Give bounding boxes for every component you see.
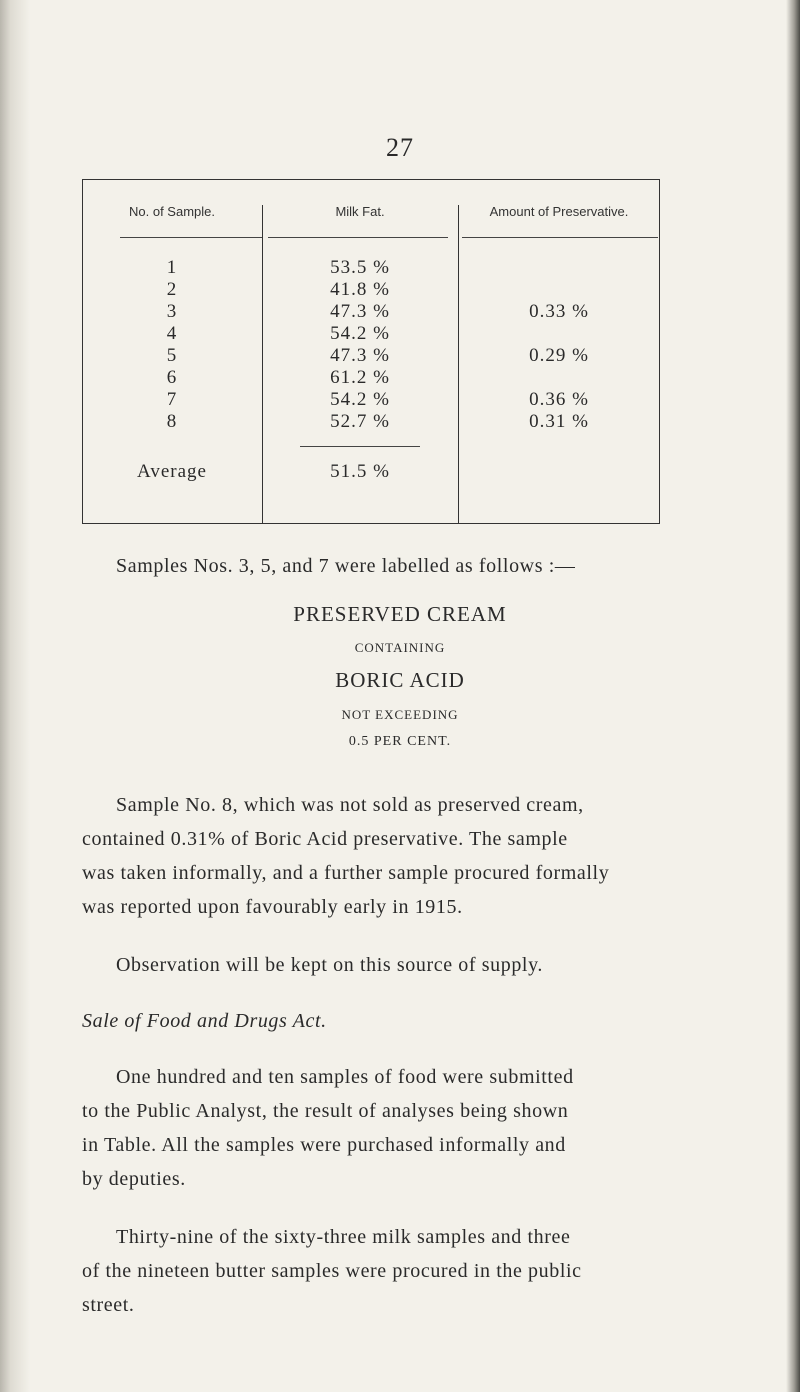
table-row-no: 3: [166, 301, 178, 322]
para-hundred-line3: in Table. All the samples were purchased informally and: [82, 1134, 566, 1156]
table-row-fat: 53.5 %: [330, 257, 390, 278]
average-label: Average: [137, 461, 207, 482]
table-row-fat: 61.2 %: [330, 367, 390, 388]
table-row-fat: 52.7 %: [330, 411, 390, 432]
table-bottom-border: [82, 523, 660, 524]
table-row-fat: 41.8 %: [330, 279, 390, 300]
page-edge-left: [0, 0, 30, 1392]
table-row-fat: 54.2 %: [330, 389, 390, 410]
table-row-fat: 47.3 %: [330, 345, 390, 366]
labelled-intro: Samples Nos. 3, 5, and 7 were labelled as follows :—: [116, 555, 576, 577]
para-hundred-line4: by deputies.: [82, 1168, 186, 1190]
header-rule-1: [120, 237, 262, 238]
table-row-no: 2: [166, 279, 178, 300]
para-observation: Observation will be kept on this source of supply.: [116, 954, 543, 976]
para-hundred-line1: One hundred and ten samples of food were submitted: [116, 1066, 574, 1088]
table-row-no: 6: [166, 367, 178, 388]
header-preservative: Amount of Preservative.: [489, 204, 629, 219]
table-row-preservative: 0.31 %: [529, 411, 589, 432]
table-row-no: 5: [166, 345, 178, 366]
header-sample: No. of Sample.: [129, 204, 215, 219]
average-rule: [300, 446, 420, 447]
para-thirty-line3: street.: [82, 1294, 135, 1316]
table-row-preservative: 0.29 %: [529, 345, 589, 366]
para-sample8-line2: contained 0.31% of Boric Acid preservative. The sample: [82, 828, 568, 850]
label-line-per-cent: 0.5 PER CENT.: [348, 734, 452, 749]
header-rule-2: [268, 237, 448, 238]
table-row-no: 7: [166, 389, 178, 410]
header-rule-3: [462, 237, 658, 238]
section-heading: Sale of Food and Drugs Act.: [82, 1010, 327, 1032]
page-number: 27: [386, 133, 414, 162]
para-sample8-line1: Sample No. 8, which was not sold as preserved cream,: [116, 794, 584, 816]
para-thirty-line1: Thirty-nine of the sixty-three milk samples and three: [116, 1226, 571, 1248]
table-row-no: 4: [166, 323, 178, 344]
label-line-not-exceeding: NOT EXCEEDING: [341, 707, 459, 722]
para-sample8-line4: was reported upon favourably early in 1915.: [82, 896, 463, 918]
page-edge-right: [786, 0, 800, 1392]
table-row-fat: 54.2 %: [330, 323, 390, 344]
para-sample8-line3: was taken informally, and a further sample procured formally: [82, 862, 610, 884]
header-fat: Milk Fat.: [335, 204, 385, 219]
para-thirty-line2: of the nineteen butter samples were procured in the public: [82, 1260, 582, 1282]
average-fat: 51.5 %: [330, 461, 390, 482]
para-hundred-line2: to the Public Analyst, the result of analyses being shown: [82, 1100, 569, 1122]
label-line-boric-acid: BORIC ACID: [335, 668, 465, 692]
table-row-fat: 47.3 %: [330, 301, 390, 322]
label-line-preserved-cream: PRESERVED CREAM: [293, 602, 507, 626]
table-row-no: 8: [166, 411, 178, 432]
table-row-no: 1: [166, 257, 178, 278]
table-row-preservative: 0.33 %: [529, 301, 589, 322]
table-row-preservative: 0.36 %: [529, 389, 589, 410]
table-top-border: [82, 179, 660, 180]
label-line-containing: CONTAINING: [354, 640, 446, 655]
